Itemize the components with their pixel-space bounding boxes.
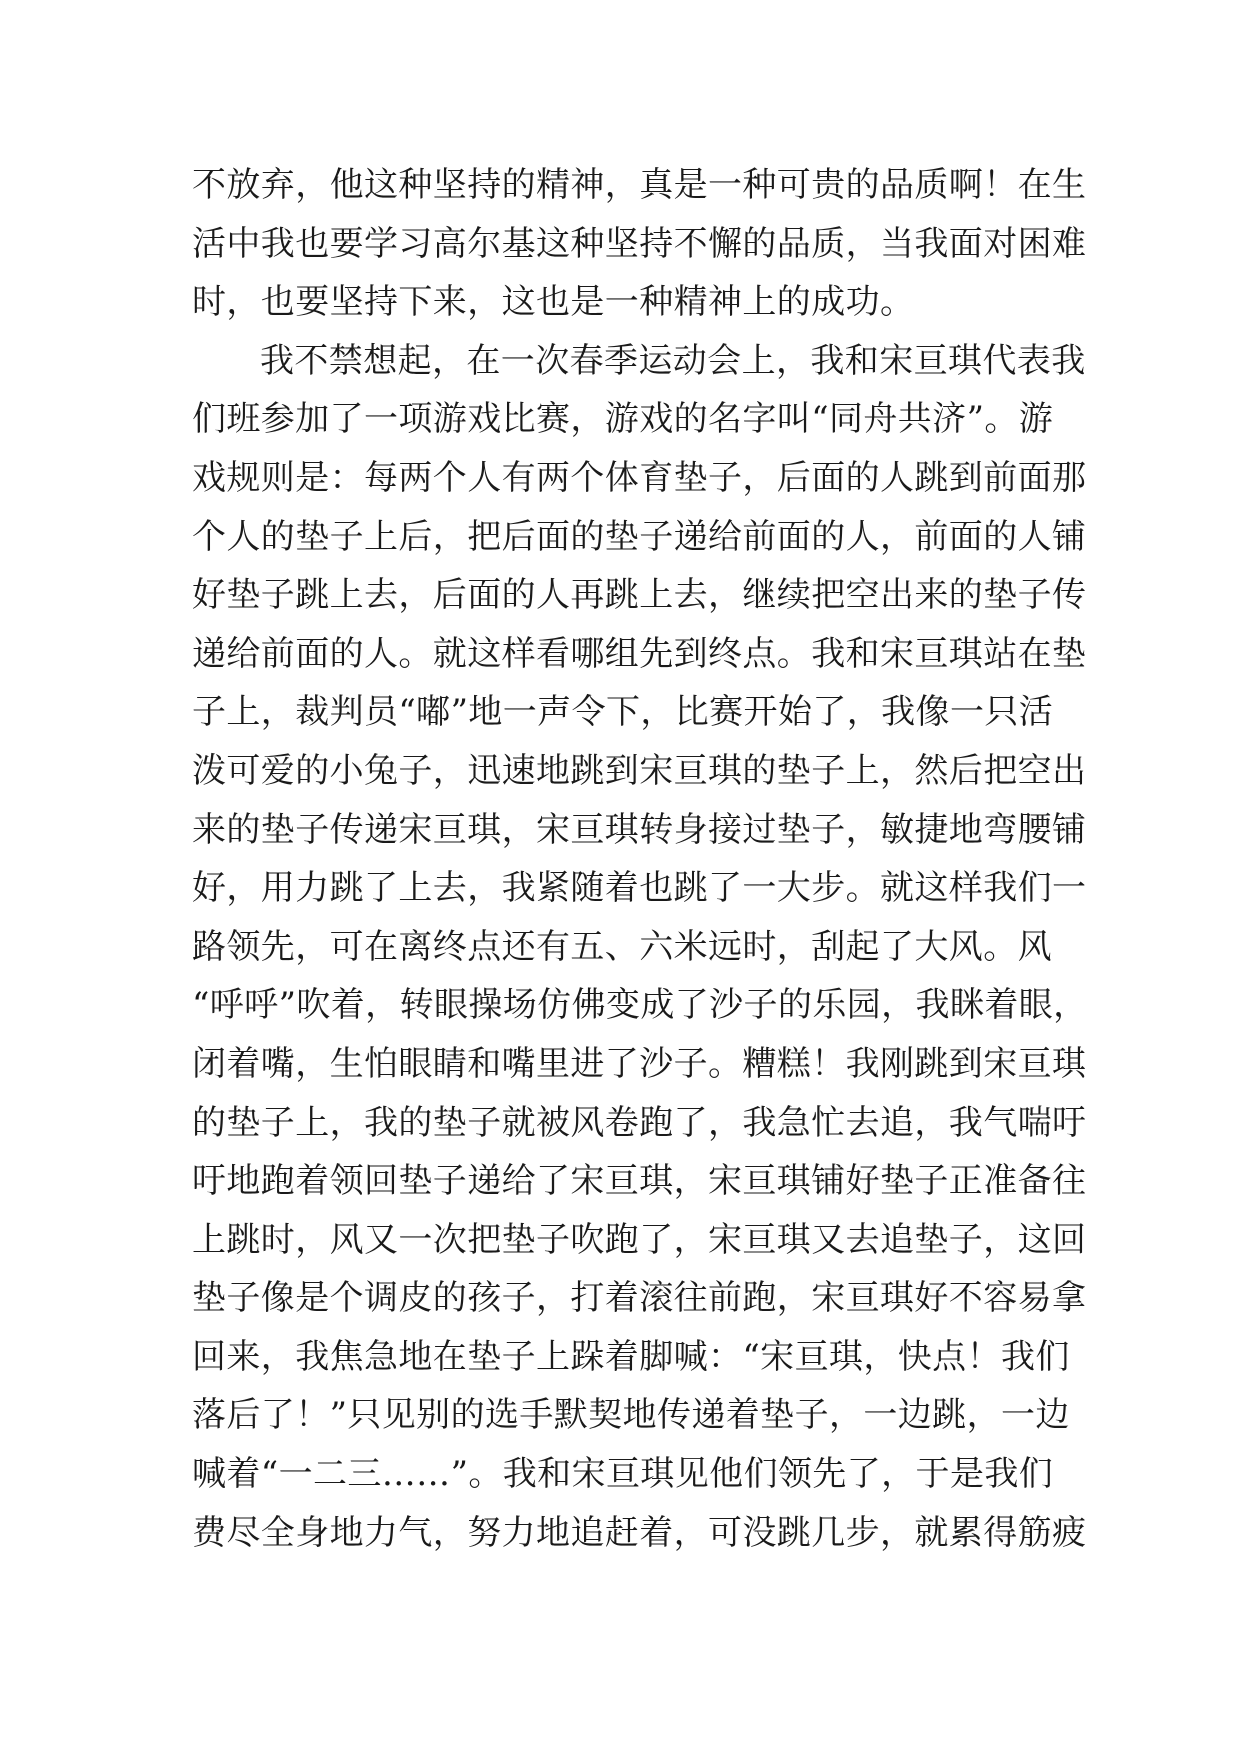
text-line: 时，也要坚持下来，这也是一种精神上的成功。 — [192, 282, 915, 323]
text-line: 递给前面的人。就这样看哪组先到终点。我和宋亘琪站在垫 — [192, 633, 1087, 674]
paragraph-first-line: 我不禁想起，在一次春季运动会上，我和宋亘琪代表我 — [260, 340, 1086, 381]
text-line: 落后了！”只见别的选手默契地传递着垫子，一边跳，一边 — [192, 1395, 1070, 1436]
text-line: 闭着嘴，生怕眼睛和嘴里进了沙子。糟糕！我刚跳到宋亘琪 — [192, 1043, 1087, 1084]
text-line: 的垫子上，我的垫子就被风卷跑了，我急忙去追，我气喘吁 — [192, 1102, 1087, 1143]
text-line: “呼呼”吹着，转眼操场仿佛变成了沙子的乐园，我眯着眼， — [192, 985, 1088, 1026]
text-line: 好垫子跳上去，后面的人再跳上去，继续把空出来的垫子传 — [192, 575, 1087, 616]
body-text — [192, 156, 1088, 1562]
text-line: 们班参加了一项游戏比赛，游戏的名字叫“同舟共济”。游 — [192, 399, 1054, 440]
text-line: 垫子像是个调皮的孩子，打着滚往前跑，宋亘琪好不容易拿 — [192, 1278, 1087, 1319]
text-line: 上跳时，风又一次把垫子吹跑了，宋亘琪又去追垫子，这回 — [192, 1219, 1087, 1260]
text-line: 活中我也要学习高尔基这种坚持不懈的品质，当我面对困难 — [192, 223, 1087, 264]
text-line: 泼可爱的小兔子，迅速地跳到宋亘琪的垫子上，然后把空出 — [192, 750, 1087, 791]
text-line: 不放弃，他这种坚持的精神，真是一种可贵的品质啊！在生 — [192, 165, 1087, 205]
text-line: 好，用力跳了上去，我紧随着也跳了一大步。就这样我们一 — [192, 868, 1087, 909]
text-line: 喊着“一二三……”。我和宋亘琪见他们领先了，于是我们 — [192, 1454, 1054, 1495]
text-line: 戏规则是：每两个人有两个体育垫子，后面的人跳到前面那 — [192, 457, 1087, 498]
text-line: 路领先，可在离终点还有五、六米远时，刮起了大风。风 — [192, 926, 1052, 967]
text-line: 回来，我焦急地在垫子上跺着脚喊：“宋亘琪，快点！我们 — [192, 1336, 1070, 1377]
text-line: 子上，裁判员“嘟”地一声令下，比赛开始了，我像一只活 — [192, 692, 1054, 733]
text-line: 个人的垫子上后，把后面的垫子递给前面的人，前面的人铺 — [192, 516, 1087, 557]
text-line: 吁地跑着领回垫子递给了宋亘琪，宋亘琪铺好垫子正准备往 — [192, 1161, 1087, 1202]
text-line: 来的垫子传递宋亘琪，宋亘琪转身接过垫子，敏捷地弯腰铺 — [192, 809, 1087, 850]
text-line: 费尽全身地力气，努力地追赶着，可没跳几步，就累得筋疲 — [192, 1512, 1087, 1553]
